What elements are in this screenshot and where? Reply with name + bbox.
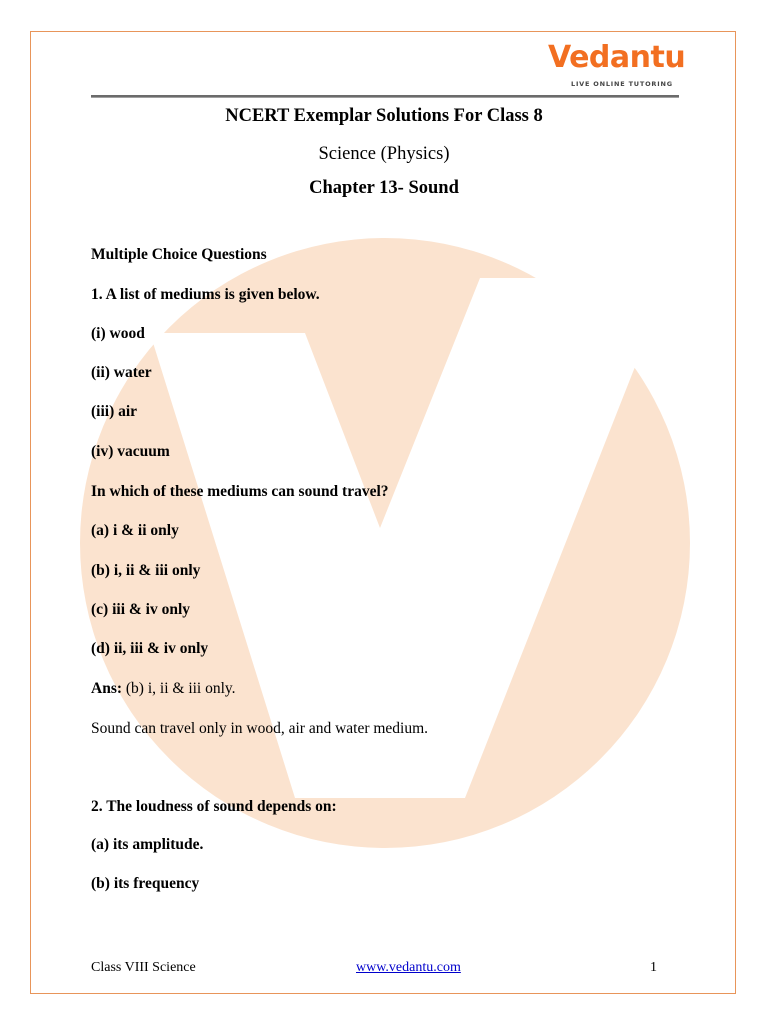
page-number: 1 [650, 960, 657, 975]
answer-label: Ans: [91, 680, 123, 697]
medium-item: (iv) vacuum [91, 443, 170, 460]
question-1: 1. A list of mediums is given below. [91, 286, 320, 303]
logo-text: Vedantu [548, 40, 686, 75]
footer-class-label: Class VIII Science [91, 960, 196, 975]
answer-option: (b) i, ii & iii only [91, 562, 201, 579]
question-1-prompt: In which of these mediums can sound travel? [91, 483, 389, 500]
document-title: NCERT Exemplar Solutions For Class 8 [225, 106, 543, 126]
document-subject: Science (Physics) [318, 144, 450, 164]
answer-text: (b) i, ii & iii only. [122, 680, 236, 697]
vedantu-watermark-icon [80, 238, 690, 848]
chapter-title: Chapter 13- Sound [309, 178, 459, 198]
answer-option: (d) ii, iii & iv only [91, 640, 209, 657]
answer-option: (c) iii & iv only [91, 601, 191, 618]
vedantu-logo [548, 38, 686, 93]
header-divider [91, 95, 679, 98]
medium-item: (i) wood [91, 325, 145, 342]
medium-item: (ii) water [91, 364, 152, 381]
answer-line [91, 680, 236, 698]
answer-option: (a) its amplitude. [91, 836, 204, 853]
answer-option: (a) i & ii only [91, 522, 179, 539]
section-heading: Multiple Choice Questions [91, 246, 267, 263]
question-2: 2. The loudness of sound depends on: [91, 798, 337, 815]
medium-item: (iii) air [91, 403, 138, 420]
answer-option: (b) its frequency [91, 875, 200, 892]
footer-website-link[interactable]: www.vedantu.com [356, 960, 461, 975]
answer-explanation: Sound can travel only in wood, air and water medium. [91, 720, 429, 737]
logo-tagline: LIVE ONLINE TUTORING [571, 80, 673, 88]
